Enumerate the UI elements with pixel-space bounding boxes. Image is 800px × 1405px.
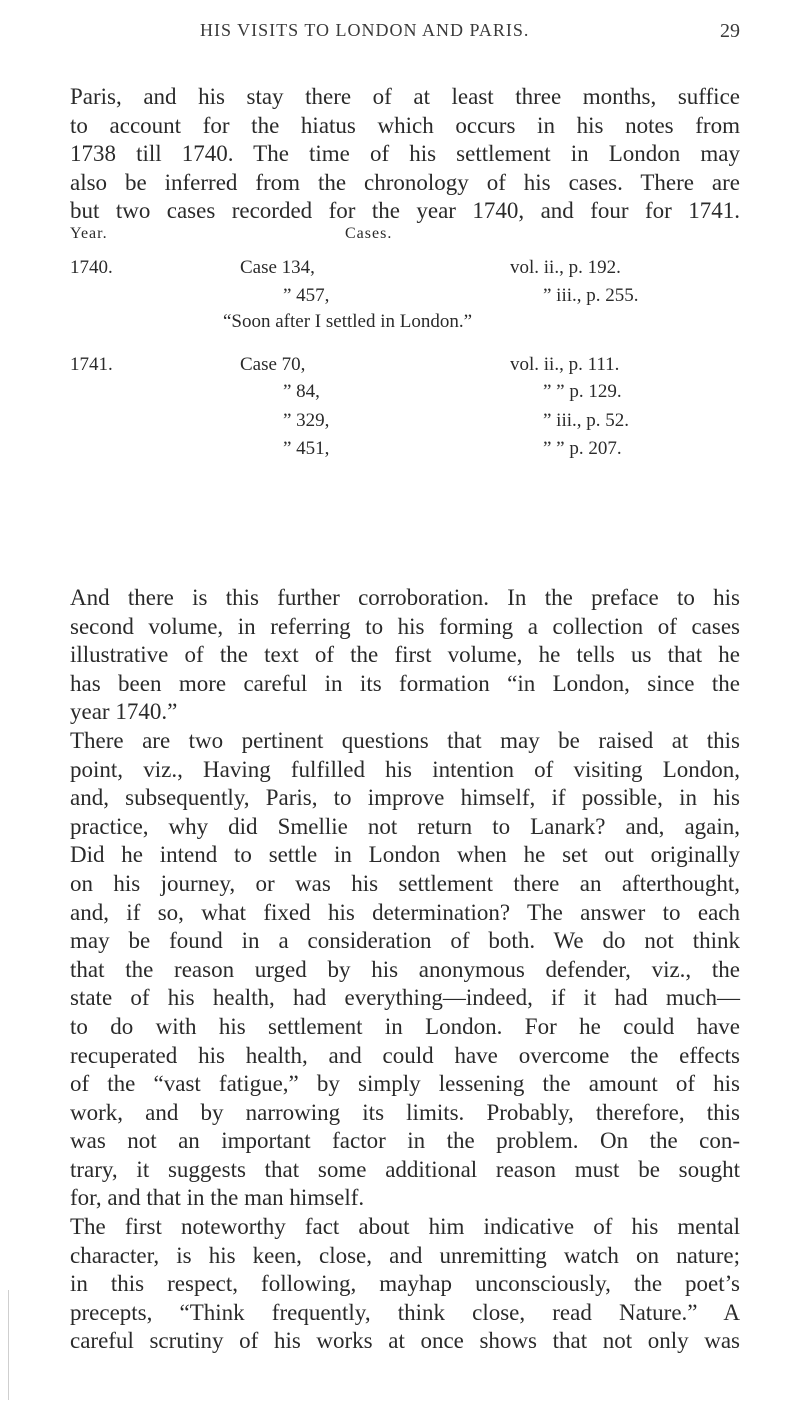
text-line: point, viz., Having fulfilled his intention of visiting London, xyxy=(70,756,740,782)
text-line: precepts, “Think frequently, think close, read Nature.” A xyxy=(70,1299,740,1325)
paragraph-1 xyxy=(70,83,740,226)
page-number: 29 xyxy=(720,20,740,42)
text-line: The first noteworthy fact about him indicative of his mental xyxy=(70,1214,740,1240)
page-header xyxy=(0,20,800,50)
margin-mark xyxy=(8,1290,9,1400)
text-line: recuperated his health, and could have overcome the effects xyxy=(70,1042,740,1068)
text-line: careful scrutiny of his works at once shows that not only was xyxy=(70,1328,740,1354)
text-line: year 1740.” xyxy=(70,699,178,725)
row-case: ” 451, xyxy=(283,438,330,459)
text-line: may be found in a consideration of both. We do not think xyxy=(70,928,740,954)
text-line: Paris, and his stay there of at least three months, suffice xyxy=(70,84,740,109)
row-volume: ” ” p. 129. xyxy=(543,381,622,402)
row-volume: vol. ii., p. 111. xyxy=(510,354,620,375)
text-line: has been more careful in its formation “in London, since the xyxy=(70,670,740,696)
row-volume: vol. ii., p. 192. xyxy=(510,257,621,278)
text-line: practice, why did Smellie not return to Lanark? and, again, xyxy=(70,813,740,839)
text-line: and, subsequently, Paris, to improve himself, if possible, in his xyxy=(70,785,740,811)
text-line: second volume, in referring to his forming a collection of cases xyxy=(70,613,740,639)
row-case: ” 329, xyxy=(283,410,330,431)
row-case: Case 134, xyxy=(240,257,315,278)
text-line: There are two pertinent questions that may be raised at this xyxy=(70,727,740,753)
text-line: 1738 till 1740. The time of his settlement in London may xyxy=(70,141,740,167)
row-case: Case 70, xyxy=(240,354,306,375)
cases-column-header: Cases. xyxy=(345,225,393,242)
row-case: ” 457, xyxy=(283,285,330,306)
row-year: 1741. xyxy=(70,354,113,375)
text-line: for, and that in the man himself. xyxy=(70,1185,365,1211)
text-line: character, is his keen, close, and unremitting watch on nature; xyxy=(70,1242,740,1268)
running-title: HIS VISITS TO LONDON AND PARIS. xyxy=(200,20,530,40)
text-line: state of his health, had everything—indeed, if it had much— xyxy=(70,985,740,1011)
text-line: but two cases recorded for the year 1740, and four for 1741. xyxy=(70,198,740,224)
text-line: Did he intend to settle in London when he set out originally xyxy=(70,842,740,868)
text-line: to do with his settlement in London. For he could have xyxy=(70,1013,740,1039)
text-line: illustrative of the text of the first volume, he tells us that he xyxy=(70,642,740,668)
text-line: work, and by narrowing its limits. Probably, therefore, this xyxy=(70,1099,740,1125)
text-line: to account for the hiatus which occurs in his notes from xyxy=(70,112,740,138)
text-line: and, if so, what fixed his determination? The answer to each xyxy=(70,899,740,925)
year-column-header: Year. xyxy=(70,225,108,242)
row-volume: ” ” p. 207. xyxy=(543,438,622,459)
text-line: on his journey, or was his settlement there an afterthought, xyxy=(70,870,740,896)
text-line: of the “vast fatigue,” by simply lessening the amount of his xyxy=(70,1071,740,1097)
text-line: was not an important factor in the problem. On the con- xyxy=(70,1128,740,1154)
text-line: in this respect, following, mayhap unconsciously, the poet’s xyxy=(70,1271,740,1297)
text-line: that the reason urged by his anonymous defender, viz., the xyxy=(70,956,740,982)
paragraph-2 xyxy=(70,584,740,1356)
text-line: trary, it suggests that some additional reason must be sought xyxy=(70,1156,740,1182)
row-case: ” 84, xyxy=(283,381,320,402)
text-line: also be inferred from the chronology of his cases. There are xyxy=(70,169,740,195)
row-volume: ” iii., p. 255. xyxy=(543,285,639,306)
text-line: And there is this further corroboration. In the preface to his xyxy=(70,585,740,610)
row-volume: ” iii., p. 52. xyxy=(543,410,630,431)
row-case: “Soon after I settled in London.” xyxy=(223,311,473,332)
row-year: 1740. xyxy=(70,257,113,278)
cases-table xyxy=(70,225,740,565)
